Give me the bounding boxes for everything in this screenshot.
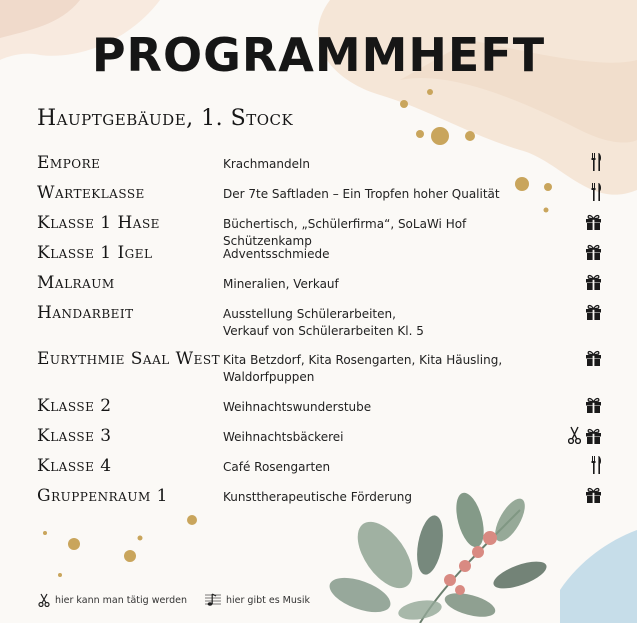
room-activity: Adventsschmiede [223, 247, 330, 261]
row-icons [591, 456, 602, 474]
room-activity: Ausstellung Schülerarbeiten, Verkauf von Schülerarbeiten Kl. 5 [223, 307, 424, 338]
room-name: Warteklasse [37, 183, 145, 203]
room-activity: Weihnachtswunderstube [223, 400, 372, 414]
section-subtitle: Hauptgebäude, 1. Stock [37, 106, 294, 131]
gift-icon [585, 213, 602, 230]
row-icons [585, 349, 602, 366]
room-name: Klasse 4 [37, 456, 112, 476]
gift-icon [585, 427, 602, 444]
room-name: Klasse 3 [37, 426, 112, 446]
row-icons [585, 243, 602, 260]
row-icons [568, 426, 602, 444]
room-activity: Weihnachtsbäckerei [223, 430, 344, 444]
legend-music-label: hier gibt es Musik [225, 594, 310, 606]
gift-icon [585, 349, 602, 366]
row-icons [585, 486, 602, 503]
music-note-icon [205, 593, 221, 607]
legend-craft [38, 593, 187, 607]
room-name: Empore [37, 153, 101, 173]
gift-icon [585, 396, 602, 413]
gift-icon [585, 486, 602, 503]
room-name: Klasse 1 Hase [37, 213, 160, 233]
row-icons [591, 153, 602, 171]
room-activity: Büchertisch, „Schülerfirma“, SoLaWi Hof Schützenkamp [223, 217, 467, 248]
scissors-icon [38, 593, 50, 607]
page-title: PROGRAMMHEFT [91, 28, 546, 82]
gift-icon [585, 243, 602, 260]
room-activity: Krachmandeln [223, 157, 310, 171]
cutlery-icon [591, 456, 602, 474]
room-activity: Café Rosengarten [223, 460, 331, 474]
gift-icon [585, 273, 602, 290]
row-icons [585, 396, 602, 413]
room-activity: Kita Betzdorf, Kita Rosengarten, Kita Häusling, Waldorfpuppen [223, 353, 503, 384]
cutlery-icon [591, 183, 602, 201]
legend [38, 593, 328, 607]
room-name: Malraum [37, 273, 115, 293]
row-icons [591, 183, 602, 201]
row-icons [585, 273, 602, 290]
room-activity: Kunsttherapeutische Förderung [223, 490, 413, 504]
room-activity: Der 7te Saftladen – Ein Tropfen hoher Qualität [223, 187, 500, 201]
botanical-branch [325, 490, 550, 623]
room-activity: Mineralien, Verkauf [223, 277, 339, 291]
room-name: Klasse 2 [37, 396, 112, 416]
room-name: Eurythmie Saal West [37, 349, 221, 369]
legend-music [205, 593, 310, 607]
legend-craft-label: hier kann man tätig werden [55, 594, 187, 606]
row-icons [585, 303, 602, 320]
row-icons [585, 213, 602, 230]
scissors-icon [568, 426, 581, 444]
room-name: Gruppenraum 1 [37, 486, 168, 506]
room-name: Klasse 1 Igel [37, 243, 153, 263]
cutlery-icon [591, 153, 602, 171]
room-name: Handarbeit [37, 303, 134, 323]
gift-icon [585, 303, 602, 320]
